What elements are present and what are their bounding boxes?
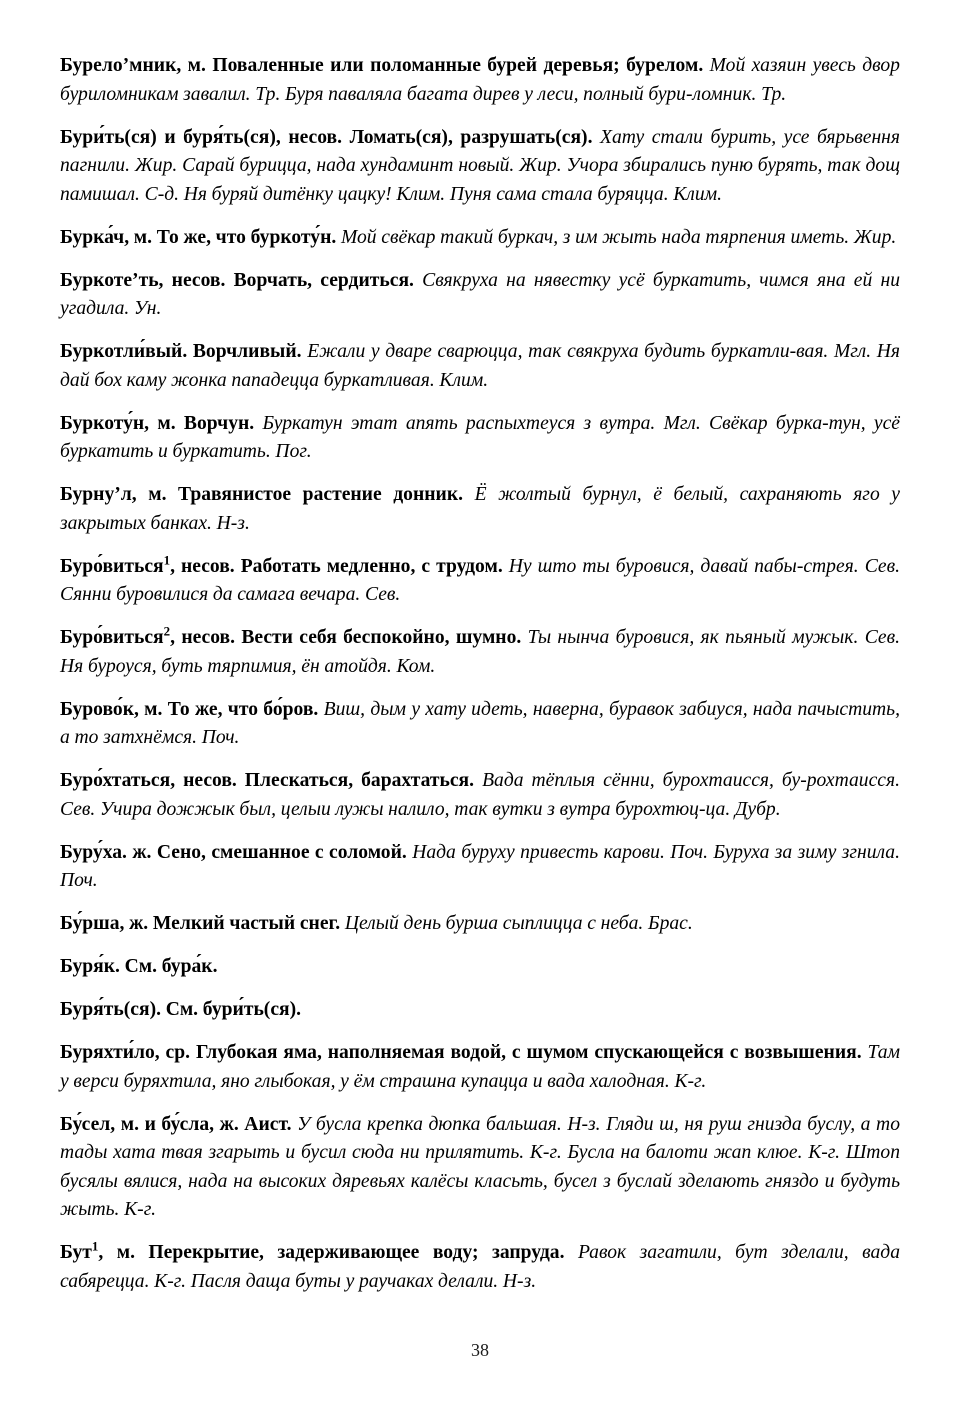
- entry-examples: Мой хазяин увесь двор буриломникам завалил. Тр. Буря паваляла багата дирев у леси, полный бури-ломник. Тр.: [60, 55, 900, 105]
- dictionary-entry: [60, 996, 900, 1025]
- entry-examples: Там у верси буряхтила, яно глыбокая, у ём страшна купацца и вада халодная. К-г.: [60, 1042, 900, 1092]
- entry-examples: Ежали у дваре сварюцца, так свякруха будить буркатли-вая. Мгл. Ня дай бох каму жонка пападецца буркатливая. Клим.: [60, 341, 901, 391]
- entry-headword: Буро́виться: [60, 555, 164, 577]
- entry-examples: Виш, дым у хату идеть, наверна, буравок забиуся, нада пачыстить, а то затхнёмся. Поч.: [60, 698, 901, 748]
- dictionary-entry: [60, 553, 900, 610]
- dictionary-entry: [60, 52, 900, 109]
- entry-examples: Нада буруху привесть карови. Поч. Буруха за зиму згнила. Поч.: [60, 841, 900, 891]
- dictionary-entry: [60, 124, 900, 210]
- entry-examples: Ну што ты буровися, давай пабы-стрея. Сев. Сянни буровилися да самага вечара. Сев.: [60, 555, 900, 605]
- entry-headword: Буря́к. См. бура́к.: [60, 956, 218, 977]
- entry-examples: Вада тёплыя сённи, бурохтаисся, бу-рохтаисся. Сев. Учира дожжык был, целыи лужы налило, так вутки з вутра бурохтюц-ца. Дубр.: [60, 770, 901, 820]
- entry-headword: Бурело’мник, м. Поваленные или поломанные бурей деревья; бурелом.: [60, 55, 704, 76]
- entry-homonym-number: 1: [163, 551, 171, 567]
- dictionary-entry: [60, 953, 900, 982]
- entry-examples: Ё жолтый бурнул, ё белый, сахраняють яго у закрытых банках. Н-з.: [60, 484, 901, 534]
- entry-headword-rest: , м. Перекрытие, задерживающее воду; запруда.: [98, 1242, 565, 1263]
- entry-examples: Мой свёкар такий буркач, з им жыть нада тярпения иметь. Жир.: [340, 226, 897, 248]
- entry-homonym-number: 2: [163, 623, 171, 639]
- entry-examples: Свякруха на нявестку усё буркатить, чимся яна ей ни угадила. Ун.: [60, 269, 901, 319]
- entry-examples: Хату стали бурить, усе бярьвення пагнили. Жир. Сарай бурицца, нада хундаминт новый. Жир. Учора збирались пуню бурять, так дощ памишал. С-д. Ня буряй дитёнку цацку! Клим. Пуня сама стала буряцца. Клим.: [60, 126, 900, 205]
- entry-headword: Буркотли́вый. Ворчливый.: [60, 341, 302, 362]
- entry-headword: Бу́сел, м. и бу́сла, ж. Аист.: [60, 1113, 292, 1135]
- entry-headword: Буркоте’ть, несов. Ворчать, сердиться.: [60, 269, 414, 291]
- entry-headword: Буркоту́н, м. Ворчун.: [60, 412, 255, 434]
- dictionary-entry: [60, 224, 900, 253]
- dictionary-entry: [60, 338, 900, 395]
- entry-headword: Буря́ть(ся). См. бури́ть(ся).: [60, 999, 302, 1020]
- entry-headword-rest: , несов. Вести себя беспокойно, шумно.: [170, 627, 522, 648]
- entry-headword: Буряхти́ло, ср. Глубокая яма, наполняемая водой, с шумом спускающейся с возвышения.: [60, 1042, 862, 1063]
- entry-headword: Бу́рша, ж. Мелкий частый снег.: [60, 913, 341, 934]
- entry-examples: Равок загатили, бут зделали, вада сабярецца. К-г. Пасля даща буты у раучаках делали. Н-з.: [60, 1242, 900, 1292]
- dictionary-entry: [60, 839, 900, 896]
- entry-headword: Бурну’л, м. Травянистое растение донник.: [60, 484, 464, 505]
- entry-headword: Бут: [60, 1242, 92, 1263]
- entry-examples: Целый день бурша сыплицца с неба. Брас.: [344, 913, 693, 934]
- entry-headword: Буру́ха. ж. Сено, смешанное с соломой.: [60, 841, 407, 863]
- entry-headword: Буро́виться: [60, 627, 164, 648]
- entries-column: [60, 52, 900, 1296]
- entry-headword: Бурово́к, м. То же, что бо́ров.: [60, 698, 319, 720]
- entry-examples: Буркатун этат апять распыхтеуся з вутра. Мгл. Свёкар бурка-тун, усё буркатить и буркатить. Пог.: [60, 412, 900, 462]
- page-number: 38: [471, 1340, 489, 1360]
- dictionary-entry: [60, 1111, 900, 1225]
- dictionary-entry: [60, 481, 900, 538]
- dictionary-entry: [60, 410, 900, 467]
- entry-examples: Ты нынча буровися, як пьяный мужык. Сев. Ня буроуся, буть тярпимия, ён атойдя. Ком.: [60, 627, 901, 677]
- entry-headword-rest: , несов. Работать медленно, с трудом.: [170, 555, 503, 577]
- dictionary-entry: [60, 1239, 900, 1296]
- entry-homonym-number: 1: [91, 1238, 99, 1254]
- dictionary-entry: [60, 1039, 900, 1096]
- dictionary-entry: [60, 696, 900, 753]
- entry-headword: Буро́хтаться, несов. Плескаться, барахтаться.: [60, 770, 475, 791]
- dictionary-entry: [60, 624, 900, 681]
- dictionary-entry: [60, 267, 900, 324]
- dictionary-entry: [60, 910, 900, 939]
- dictionary-entry: [60, 767, 900, 824]
- entry-headword: Бури́ть(ся) и буря́ть(ся), несов. Ломать(ся), разрушать(ся).: [60, 126, 593, 148]
- entry-headword: Бурка́ч, м. То же, что буркоту́н.: [60, 226, 337, 248]
- entry-examples: У бусла крепка дюпка бальшая. Н-з. Гляди ш, ня руш гнизда буслу, а то тады хата твая згарыть и бусил сюда ни прилятить. К-г. Бусла на балоти жап клюе. К-г. Штоп бусялы вялися, нада на высоких дяревьях калёсы класьть, бусел з буслай зделають гняздо и будуть жыть. К-г.: [60, 1113, 900, 1220]
